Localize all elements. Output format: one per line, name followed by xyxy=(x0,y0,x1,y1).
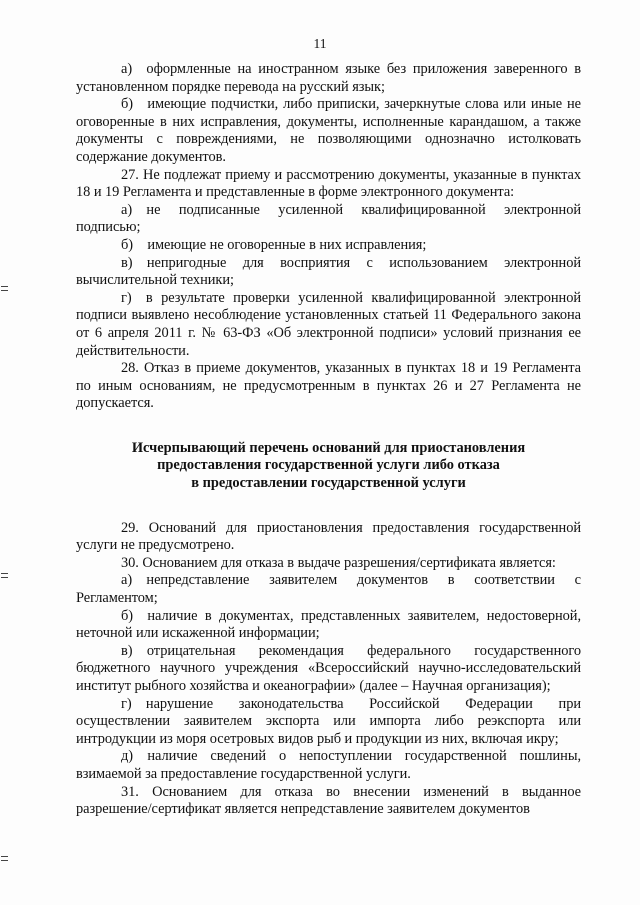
paragraph-item-b: б) имеющие подчистки, либо приписки, зачеркнутые слова или иные не оговоренные в них исправления, документы, исполненные карандашом, а также документы с повреждениями, не позволяющими однозначно истолковать содержание документов. xyxy=(76,96,581,165)
paragraph-30-item-b: б) наличие в документах, представленных заявителем, недостоверной, неточной или искаженной информации; xyxy=(76,607,581,642)
paragraph-27-item-v: в) непригодные для восприятия с использованием электронной вычислительной техники; xyxy=(76,254,581,289)
paragraph-30-item-v: в) отрицательная рекомендация федерального государственного бюджетного научного учреждения «Всероссийский научно-исследовательский институт рыбного хозяйства и океанографии» (далее – Научная организация); xyxy=(76,642,581,694)
paragraph-31: 31. Основанием для отказа во внесении изменений в выданное разрешение/сертификат является непредставление заявителем документов xyxy=(76,783,581,818)
section-heading xyxy=(76,440,581,493)
paragraph-27-item-a: а) не подписанные усиленной квалифицированной электронной подписью; xyxy=(76,201,581,236)
paragraph-28: 28. Отказ в приеме документов, указанных в пунктах 18 и 19 Регламента по иным основаниям, не предусмотренным в пунктах 26 и 27 Регламента не допускается. xyxy=(76,360,581,412)
binding-mark xyxy=(1,573,9,587)
document-body xyxy=(76,61,581,819)
heading-line: предоставления государственной услуги либо отказа xyxy=(157,457,500,474)
heading-line: Исчерпывающий перечень оснований для приостановления xyxy=(131,439,526,456)
binding-mark xyxy=(1,856,9,870)
paragraph-27-item-g: г) в результате проверки усиленной квалифицированной электронной подписи выявлено несоблюдение установленных статьей 11 Федерального закона от 6 апреля 2011 г. № 63-ФЗ «Об электронной подписи» условий признания ее действительности. xyxy=(76,289,581,359)
paragraph-27: 27. Не подлежат приему и рассмотрению документы, указанные в пунктах 18 и 19 Регламента и представленные в форме электронного документа: xyxy=(76,166,581,201)
page-number: 11 xyxy=(313,36,327,51)
binding-mark xyxy=(1,286,9,300)
paragraph-30-item-a: а) непредставление заявителем документов в соответствии с Регламентом; xyxy=(76,572,581,607)
paragraph-30: 30. Основанием для отказа в выдаче разрешения/сертификата является: xyxy=(121,554,556,571)
paragraph-30-item-d: д) наличие сведений о непоступлении государственной пошлины, взимаемой за предоставление государственной услуги. xyxy=(76,748,581,782)
paragraph-30-item-g: г) нарушение законодательства Российской Федерации при осуществлении заявителем экспорта или импорта либо реэкспорта или интродукции из моря осетровых видов рыб и продукции из них, включая икру; xyxy=(76,695,581,747)
paragraph-27-item-b: б) имеющие не оговоренные в них исправления; xyxy=(121,236,427,253)
paragraph-29: 29. Оснований для приостановления предоставления государственной услуги не предусмотрено. xyxy=(76,519,581,554)
paragraph-item-a: а) оформленные на иностранном языке без приложения заверенного в установленном порядке перевода на русский язык; xyxy=(76,61,581,95)
heading-line: в предоставлении государственной услуги xyxy=(191,475,466,492)
